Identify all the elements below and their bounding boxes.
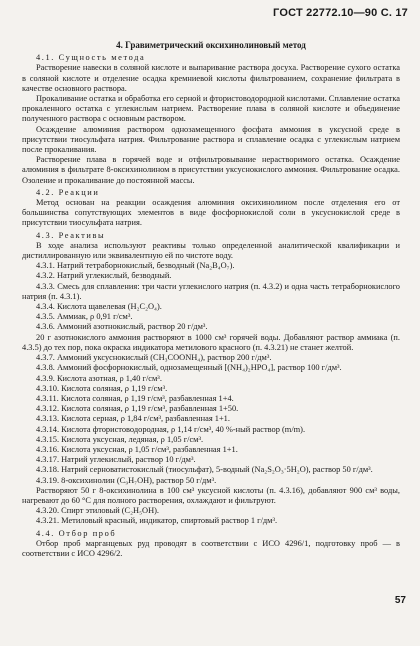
section-heading: 4.1. Сущность метода: [36, 53, 146, 63]
paragraph: 4.3.6. Аммоний азотнокислый, раствор 20 г/дм³.: [36, 322, 208, 332]
section-title: 4. Гравиметрический оксихинолиновый метод: [116, 40, 306, 50]
paragraph: Отбор проб марганцевых руд проводят в соответствии с ИСО 4296/1, подготовку проб — в соответствии с ИСО 4296/2.: [22, 538, 400, 558]
paragraph-list: [22, 53, 400, 559]
section-heading: 4.4. Отбор проб: [36, 528, 117, 538]
paragraph: 4.3.3. Смесь для сплавления: три части углекислого натрия (п. 4.3.2) и одна часть тетраборнокислого натрия (п. 4.3.1).: [22, 281, 400, 301]
paragraph: Осаждение алюминия раствором однозамещенного фосфата аммония в уксусной среде в присутствии тиосульфата натрия. Фильтрование раствора и сплавление осадка с углекислым натрием после прокаливания.: [22, 124, 400, 155]
section-heading: 4.3. Реактивы: [36, 230, 106, 240]
paragraph: 4.3.15. Кислота уксусная, ледяная, ρ 1,05 г/см³.: [36, 434, 204, 444]
paragraph: 4.3.16. Кислота уксусная, ρ 1,05 г/см³, разбавленная 1+1.: [36, 444, 238, 454]
page-number: 57: [394, 595, 406, 606]
section-heading: 4.2. Реакции: [36, 187, 100, 197]
paragraph: Метод основан на реакции осаждения алюминия оксихинолином после отделения его от большинства сопутствующих элементов в виде фосфорнокислой соли в уксуснокислой среде в присутствии тиосульфата натрия.: [22, 198, 400, 228]
running-header: ГОСТ 22772.10—90 С. 17: [273, 7, 408, 19]
paragraph: Растворение плава в горячей воде и отфильтровывание нерастворимого остатка. Осаждение алюминия в фильтрате 8-оксихинолином в присутствии уксуснокислого аммония. Фильтрование осадка. Озоление и прокаливание до постоянной массы.: [22, 155, 400, 185]
paragraph: 4.3.19. 8-оксихинолин (C₉H₇OH), раствор 50 г/дм³.: [36, 475, 217, 485]
paragraph: Растворяют 50 г 8-оксихинолина в 100 см³ уксусной кислоты (п. 4.3.16), добавляют 900 см³ воды, нагревают до 60 °С для полного растворения, охлаждают и фильтруют.: [22, 485, 400, 505]
paragraph: 4.3.9. Кислота азотная, ρ 1,40 г/см³.: [36, 373, 162, 383]
paragraph: 4.3.10. Кислота соляная, ρ 1,19 г/см³.: [36, 383, 168, 393]
paragraph: Растворение навески в соляной кислоте и выпаривание раствора досуха. Растворение сухого остатка в соляной кислоте и отделение осадка кремниевой кислоты фильтрованием, сохранение фильтрата в качестве основного раствора.: [22, 63, 400, 93]
paragraph: 4.3.17. Натрий углекислый, раствор 10 г/дм³.: [36, 455, 196, 465]
paragraph: 4.3.7. Аммоний уксуснокислый (CH₃COONH₄), раствор 200 г/дм³.: [36, 353, 272, 363]
paragraph: 4.3.12. Кислота соляная, ρ 1,19 г/см³, разбавленная 1+50.: [36, 404, 239, 414]
paragraph: 4.3.1. Натрий тетраборнокислый, безводный (Na₂B₄O₇).: [36, 261, 235, 271]
paragraph: 4.3.13. Кислота серная, ρ 1,84 г/см³, разбавленная 1+1.: [36, 414, 230, 424]
paragraph: 4.3.2. Натрий углекислый, безводный.: [36, 271, 172, 281]
document-body: [22, 40, 400, 559]
paragraph: 20 г азотнокислого аммония растворяют в 1000 см³ горячей воды. Добавляют раствор аммиака (п. 4.3.5) до тех пор, пока окраска индикатора метилового красного (п. 4.3.21) не станет желтой.: [22, 332, 400, 352]
paragraph: 4.3.11. Кислота соляная, ρ 1,19 г/см³, разбавленная 1+4.: [36, 393, 234, 403]
paragraph: 4.3.5. Аммиак, ρ 0,91 г/см³.: [36, 312, 133, 322]
paragraph: 4.3.21. Метиловый красный, индикатор, спиртовый раствор 1 г/дм³.: [36, 516, 278, 526]
paragraph: 4.3.18. Натрий серноватистокислый (тиосульфат), 5-водный (Na₂S₂O₃·5H₂O), раствор 50 г/дм³.: [36, 465, 373, 475]
paragraph: 4.3.4. Кислота щавелевая (H₂C₂O₄).: [36, 302, 162, 312]
paragraph: Прокаливание остатка и обработка его серной и фтористоводородной кислотами. Сплавление остатка прокаленного остатка с углекислым натрием. Растворение плава в соляной кислоте и объединение полученного раствора с основным раствором.: [22, 94, 400, 124]
paragraph: 4.3.8. Аммоний фосфорнокислый, однозамещенный [(NH₄)₂HPO₄], раствор 100 г/дм³.: [36, 363, 342, 373]
paragraph: 4.3.20. Спирт этиловый (C₂H₅OH).: [36, 506, 160, 516]
paragraph: 4.3.14. Кислота фтористоводородная, ρ 1,14 г/см³, 40 %-ный раствор (m/m).: [36, 424, 306, 434]
paragraph: В ходе анализа используют реактивы только определенной аналитической квалификации и дистиллированную или эквивалентную ей по чистоте воду.: [22, 240, 400, 261]
